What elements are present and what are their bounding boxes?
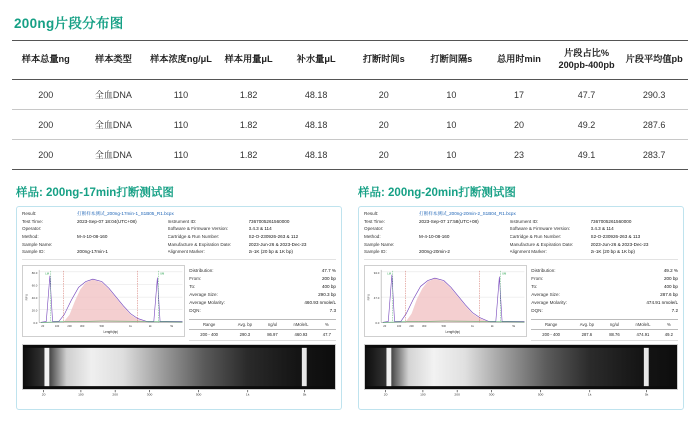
- fragment-distribution-table: [12, 40, 688, 170]
- svg-text:0.0: 0.0: [375, 320, 380, 325]
- svg-text:RFU: RFU: [24, 293, 29, 301]
- svg-text:100: 100: [396, 325, 402, 329]
- svg-text:5k: 5k: [302, 392, 307, 396]
- sample-reports: [12, 184, 688, 410]
- range-col-ngul: ng/ul: [261, 320, 285, 330]
- meta-value-operator: [77, 226, 165, 233]
- stat-distribution: [531, 267, 678, 275]
- meta-key-operator: Operator:: [22, 226, 42, 232]
- meta-value-manufacture-date: 2023-Jun-26 & 2023-Dec-23: [590, 241, 649, 247]
- stat-dqn: [189, 307, 336, 315]
- range-cell-pct: 47.7: [318, 330, 336, 340]
- column-header-interval: 打断间隔s: [418, 41, 486, 80]
- svg-text:500: 500: [537, 392, 544, 396]
- meta-key-sample-name: Sample Name:: [364, 241, 395, 247]
- svg-text:200: 200: [67, 325, 72, 329]
- stat-label: Average Size:: [531, 292, 560, 298]
- meta-value-operator: [419, 226, 507, 233]
- electropherogram-wrap: [364, 265, 527, 341]
- table-row: [12, 80, 688, 110]
- meta-key-cartridge: Cartridge & Run Number:: [167, 233, 220, 239]
- meta-value-software-version: 3.4.3 & 114: [590, 226, 614, 232]
- analysis-section: [22, 265, 336, 341]
- stat-to: [531, 283, 678, 291]
- stat-label: DQN:: [189, 308, 201, 314]
- stat-dqn: [531, 307, 678, 315]
- range-header-row: [189, 320, 336, 330]
- meta-value-cartridge: S2-O-230926-263 & 113: [590, 233, 641, 239]
- cell-fragment-mean: 287.6: [620, 110, 688, 140]
- range-col-avgbp: Avg. bp: [229, 320, 261, 330]
- cell-interval: 10: [418, 80, 486, 110]
- meta-key-manufacture-date: Manufacture & Expiration Date:: [509, 241, 574, 247]
- range-table: [531, 319, 678, 341]
- meta-value-test-time: 2023-Sep-07 17:58(UTC+08): [419, 218, 479, 224]
- column-header-total-time: 总用时min: [485, 41, 553, 80]
- stat-value: 290.3 bp: [318, 292, 336, 298]
- svg-text:20: 20: [41, 392, 46, 396]
- column-header-shear-time: 打断时间s: [350, 41, 418, 80]
- sample-title: 样品: 200ng-17min打断测试图: [16, 187, 174, 199]
- cell-total-time: 17: [485, 80, 553, 110]
- range-cell-avgbp: 290.3: [229, 330, 261, 340]
- meta-key-operator: Operator:: [364, 226, 384, 232]
- gel-image: [22, 344, 336, 390]
- cell-total-time: 20: [485, 110, 553, 140]
- meta-value-alignment-marker: 2ı-1K (20 bp & 1K bp): [248, 249, 293, 255]
- svg-text:47.0: 47.0: [373, 295, 380, 301]
- cell-concentration: 110: [147, 110, 215, 140]
- cell-water: 48.18: [282, 140, 350, 170]
- svg-text:LM: LM: [387, 271, 391, 276]
- range-cell-nmole: 474.91: [626, 330, 659, 340]
- svg-text:1k: 1k: [587, 392, 592, 396]
- stat-from: [531, 275, 678, 283]
- stat-value: 200 bp: [321, 275, 336, 281]
- column-header-water: 补水量μL: [282, 41, 350, 80]
- range-col-avgbp: Avg. bp: [571, 320, 603, 330]
- stat-label: Distribution:: [189, 267, 214, 273]
- table-header-row: [12, 41, 688, 80]
- svg-text:20: 20: [383, 392, 388, 396]
- stat-label: DQN:: [531, 308, 543, 314]
- report-metadata: [364, 211, 678, 262]
- cell-concentration: 110: [147, 140, 215, 170]
- stat-value: 7.2: [671, 308, 678, 314]
- stat-label: Average Molarity:: [531, 300, 567, 306]
- cell-volume: 1.82: [215, 110, 283, 140]
- range-header-row: [531, 320, 678, 330]
- meta-value-method: M-4-10-08-160: [77, 233, 108, 239]
- column-header-total: 样本总量ng: [12, 41, 80, 80]
- meta-key-sample-id: Sample ID:: [22, 249, 45, 255]
- column-header-volume: 样本用量μL: [215, 41, 283, 80]
- stat-value: 200 bp: [663, 275, 678, 281]
- cell-interval: 10: [418, 140, 486, 170]
- svg-text:300: 300: [79, 325, 85, 329]
- cell-fragment-ratio: 49.2: [553, 110, 621, 140]
- meta-key-test-time: Test Time:: [22, 218, 43, 224]
- meta-value-result: 打断样本测试_200ng-20min-2_S1B04_R1.bcpx: [419, 211, 516, 216]
- meta-value-sample-name: [77, 242, 165, 249]
- stat-to: [189, 283, 336, 291]
- svg-text:5k: 5k: [644, 392, 649, 396]
- page-title: 200ng片段分布图: [14, 16, 124, 31]
- stat-average-size: [531, 291, 678, 299]
- cell-shear-time: 20: [350, 80, 418, 110]
- cell-concentration: 110: [147, 80, 215, 110]
- cell-total: 200: [12, 140, 80, 170]
- sample-report-17min: [16, 184, 342, 410]
- cell-fragment-ratio: 49.1: [553, 140, 621, 170]
- svg-text:200: 200: [112, 392, 118, 396]
- svg-text:5k: 5k: [170, 325, 174, 329]
- meta-value-software-version: 3.4.3 & 114: [248, 226, 272, 232]
- svg-text:0.0: 0.0: [33, 320, 38, 325]
- cell-shear-time: 20: [350, 110, 418, 140]
- meta-value-method: M-4-10-08-160: [419, 233, 450, 239]
- meta-value-cartridge: S2-O-230926-263 & 112: [248, 233, 299, 239]
- svg-text:94.0: 94.0: [373, 270, 380, 275]
- stat-average-molarity: [531, 299, 678, 307]
- cell-shear-time: 20: [350, 140, 418, 170]
- meta-value-result: 打断样本测试_200ng-17min-1_S1B05_R1.bcpx: [77, 211, 174, 216]
- stat-value: 460.93 nmole/L: [304, 300, 336, 306]
- svg-text:80.0: 80.0: [31, 270, 38, 275]
- range-col-pct: %: [660, 320, 678, 330]
- range-col-range: Range: [189, 320, 229, 330]
- stat-value: 400 bp: [663, 284, 678, 289]
- table-row: [12, 140, 688, 170]
- cell-water: 48.18: [282, 110, 350, 140]
- report-card: [358, 206, 684, 410]
- svg-text:200: 200: [409, 325, 414, 329]
- range-col-ngul: ng/ul: [603, 320, 627, 330]
- svg-text:UM: UM: [502, 271, 507, 276]
- stat-label: To:: [531, 284, 538, 289]
- svg-text:LM: LM: [45, 271, 49, 276]
- cell-total: 200: [12, 110, 80, 140]
- svg-text:Length(bp): Length(bp): [445, 329, 461, 335]
- cell-water: 48.18: [282, 80, 350, 110]
- meta-key-instrument-id: Instrument ID:: [167, 218, 197, 224]
- meta-key-sample-name: Sample Name:: [22, 241, 53, 247]
- svg-text:20.0: 20.0: [31, 308, 38, 313]
- meta-key-cartridge: Cartridge & Run Number:: [509, 233, 562, 239]
- report-card: [16, 206, 342, 410]
- meta-key-alignment-marker: Alignment Marker:: [509, 249, 547, 255]
- column-header-fragment-mean: 片段平均值pb: [620, 41, 688, 80]
- svg-text:1k: 1k: [471, 325, 474, 329]
- stat-value: 49.2 %: [663, 267, 678, 273]
- range-row: [531, 330, 678, 340]
- stat-distribution: [189, 267, 336, 275]
- svg-text:300: 300: [146, 392, 153, 396]
- cell-total: 200: [12, 80, 80, 110]
- range-cell-nmole: 460.93: [284, 330, 317, 340]
- stat-average-molarity: [189, 299, 336, 307]
- meta-value-test-time: 2023-Sep-07 18:04(UTC+08): [77, 218, 137, 224]
- range-cell-avgbp: 287.6: [571, 330, 603, 340]
- stat-label: Distribution:: [531, 267, 556, 273]
- svg-text:300: 300: [421, 325, 427, 329]
- column-header-fragment-ratio: 片段占比% 200pb-400pb: [553, 41, 621, 80]
- stats-panel: [531, 265, 678, 341]
- meta-key-instrument-id: Instrument ID:: [509, 218, 539, 224]
- meta-key-result: Result:: [364, 211, 379, 216]
- svg-text:20: 20: [383, 325, 387, 329]
- electropherogram-plot: [364, 265, 527, 337]
- svg-text:1k: 1k: [245, 392, 250, 396]
- cell-total-time: 23: [485, 140, 553, 170]
- cell-volume: 1.82: [215, 80, 283, 110]
- svg-text:500: 500: [441, 325, 447, 329]
- meta-key-manufacture-date: Manufacture & Expiration Date:: [167, 241, 232, 247]
- stat-label: From:: [531, 275, 544, 281]
- electropherogram-plot: [22, 265, 185, 337]
- svg-text:300: 300: [488, 392, 495, 396]
- table-row: [12, 110, 688, 140]
- stats-panel: [189, 265, 336, 341]
- svg-text:UM: UM: [160, 271, 165, 276]
- range-cell-range: 200 - 400: [189, 330, 229, 340]
- report-metadata: [22, 211, 336, 262]
- meta-value-manufacture-date: 2023-Jun-26 & 2023-Dec-23: [248, 241, 307, 247]
- svg-text:Length(bp): Length(bp): [103, 329, 119, 335]
- gel-scale: [364, 390, 678, 396]
- svg-text:5k: 5k: [512, 325, 516, 329]
- meta-key-software-version: Software & Firmware Version:: [509, 226, 571, 232]
- svg-text:1k: 1k: [129, 325, 132, 329]
- range-col-nmole: nMole/L: [626, 320, 659, 330]
- sample-report-20min: [358, 184, 684, 410]
- gel-scale: [22, 390, 336, 396]
- divider: [364, 259, 678, 260]
- range-cell-pct: 49.2: [660, 330, 678, 340]
- svg-text:100: 100: [78, 392, 84, 396]
- stat-label: Average Size:: [189, 292, 218, 298]
- meta-value-sample-id: 200ng-17min-1: [77, 249, 108, 255]
- meta-value-alignment-marker: 2ı-1K (20 bp & 1K bp): [590, 249, 635, 255]
- cell-fragment-mean: 283.7: [620, 140, 688, 170]
- stat-value: 400 bp: [321, 284, 336, 289]
- electropherogram-wrap: [22, 265, 185, 341]
- stat-value: 7.3: [329, 308, 336, 314]
- svg-text:40.0: 40.0: [31, 295, 38, 301]
- sample-title: 样品: 200ng-20min打断测试图: [358, 187, 516, 199]
- svg-text:2k: 2k: [490, 325, 494, 329]
- meta-value-sample-id: 200ng-20min-2: [419, 249, 450, 255]
- svg-text:500: 500: [195, 392, 202, 396]
- meta-key-method: Method:: [364, 233, 381, 239]
- svg-text:100: 100: [420, 392, 426, 396]
- gel-image: [364, 344, 678, 390]
- svg-text:2k: 2k: [148, 325, 152, 329]
- cell-fragment-ratio: 47.7: [553, 80, 621, 110]
- range-cell-range: 200 - 400: [531, 330, 571, 340]
- svg-text:RFU: RFU: [366, 293, 371, 301]
- svg-text:500: 500: [99, 325, 105, 329]
- range-row: [189, 330, 336, 340]
- svg-text:20: 20: [41, 325, 45, 329]
- analysis-section: [364, 265, 678, 341]
- svg-text:100: 100: [54, 325, 60, 329]
- cell-interval: 10: [418, 110, 486, 140]
- meta-key-sample-id: Sample ID:: [364, 249, 387, 255]
- divider: [22, 259, 336, 260]
- cell-type: 全血DNA: [80, 110, 148, 140]
- cell-fragment-mean: 290.3: [620, 80, 688, 110]
- cell-type: 全血DNA: [80, 80, 148, 110]
- meta-key-alignment-marker: Alignment Marker:: [167, 249, 205, 255]
- svg-text:60.0: 60.0: [31, 283, 38, 288]
- meta-value-sample-name: [419, 242, 507, 249]
- meta-key-result: Result:: [22, 211, 37, 216]
- stat-value: 47.7 %: [321, 267, 336, 273]
- stat-value: 474.91 nmole/L: [646, 300, 678, 306]
- stat-label: From:: [189, 275, 202, 281]
- stat-from: [189, 275, 336, 283]
- range-table: [189, 319, 336, 341]
- range-col-pct: %: [318, 320, 336, 330]
- column-header-type: 样本类型: [80, 41, 148, 80]
- svg-text:200: 200: [454, 392, 460, 396]
- range-col-nmole: nMole/L: [284, 320, 317, 330]
- meta-key-software-version: Software & Firmware Version:: [167, 226, 229, 232]
- meta-value-instrument-id: 7367005261560000: [248, 218, 290, 224]
- cell-type: 全血DNA: [80, 140, 148, 170]
- meta-key-method: Method:: [22, 233, 39, 239]
- stat-value: 287.6 bp: [660, 292, 678, 298]
- range-cell-ngul: 88.76: [603, 330, 627, 340]
- stat-average-size: [189, 291, 336, 299]
- column-header-concentration: 样本浓度ng/μL: [147, 41, 215, 80]
- range-col-range: Range: [531, 320, 571, 330]
- cell-volume: 1.82: [215, 140, 283, 170]
- stat-label: To:: [189, 284, 196, 289]
- meta-value-instrument-id: 7367005261560000: [590, 218, 632, 224]
- range-cell-ngul: 86.97: [261, 330, 285, 340]
- stat-label: Average Molarity:: [189, 300, 225, 306]
- meta-key-test-time: Test Time:: [364, 218, 385, 224]
